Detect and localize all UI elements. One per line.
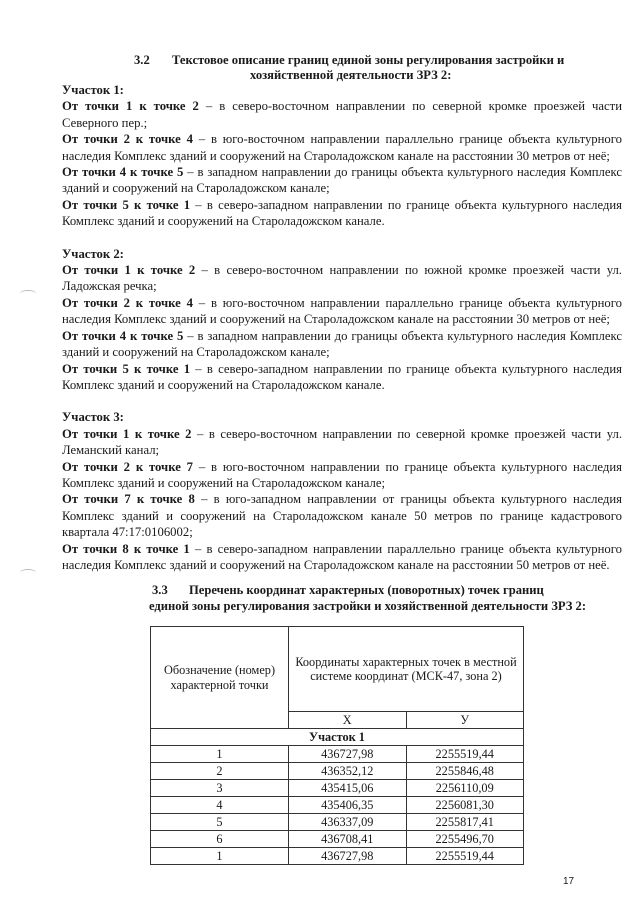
table-row <box>151 780 524 797</box>
x-coordinate: 436708,41 <box>289 831 407 848</box>
boundary-segment <box>62 426 622 459</box>
segment-points: От точки 2 к точке 4 <box>62 295 193 310</box>
point-number: 4 <box>151 797 289 814</box>
segment-points: От точки 7 к точке 8 <box>62 492 195 507</box>
table-row <box>151 797 524 814</box>
paragraph-gap <box>62 230 622 246</box>
section-title-line1: Перечень координат характерных (поворотных) точек границ <box>189 583 544 597</box>
page-number: 17 <box>563 876 575 887</box>
y-coordinate: 2255846,48 <box>406 763 524 780</box>
paragraph-gap <box>62 393 622 409</box>
boundary-segment <box>62 262 622 295</box>
table-row <box>151 848 524 865</box>
segment-description: – в западном направлении до границы объекта культурного наследия Комплекс зданий и сооружений на Староладожском канале; <box>62 165 622 196</box>
segment-description: – в западном направлении до границы объекта культурного наследия Комплекс зданий и сооружений на Староладожском канале; <box>62 328 622 360</box>
table-row <box>151 814 524 831</box>
point-number: 3 <box>151 780 289 797</box>
segment-points: От точки 2 к точке 7 <box>62 459 194 474</box>
segment-description: – в юго-восточном направлении по границе объекта культурного наследия Комплекс зданий и сооружений на Староладожском канале; <box>62 459 622 490</box>
segment-points: От точки 1 к точке 2 <box>62 426 192 441</box>
section-title-line2: хозяйственной деятельности ЗРЗ 2: <box>250 68 452 82</box>
x-coordinate: 436727,98 <box>289 848 407 865</box>
y-coordinate: 2256110,09 <box>406 780 524 797</box>
segment-description: – в северо-западном направлении параллельно границе объекта культурного наследия Комплекс зданий и сооружений на Староладожском канале на расстоянии 50 метров от неё. <box>62 541 622 572</box>
segment-points: От точки 8 к точке 1 <box>62 541 190 556</box>
segment-points: От точки 4 к точке 5 <box>62 165 184 180</box>
plot-header: Участок 2: <box>62 246 124 261</box>
point-number: 1 <box>151 746 289 763</box>
section-title-line1: Текстовое описание границ единой зоны регулирования застройки и <box>172 53 565 67</box>
x-coordinate: 435415,06 <box>289 780 407 797</box>
boundary-description <box>62 82 622 573</box>
y-coordinate: 2255519,44 <box>406 848 524 865</box>
x-coordinate: 436727,98 <box>289 746 407 763</box>
y-axis-header: У <box>406 712 524 729</box>
plot-header: Участок 1: <box>62 83 124 97</box>
x-coordinate: 436352,12 <box>289 763 407 780</box>
table-row <box>151 831 524 848</box>
coordinates-table <box>150 626 524 865</box>
boundary-segment <box>62 459 622 492</box>
section-number: 3.2 <box>134 53 150 67</box>
segment-description: – в северо-западном направлении по границе объекта культурного наследия Комплекс зданий и сооружений на Староладожском канале. <box>62 197 622 229</box>
x-coordinate: 435406,35 <box>289 797 407 814</box>
segment-description: – в юго-западном направлении от границы объекта культурного наследия Комплекс зданий и сооружений на Староладожском канале 50 метров по границе кадастрового квартала 47:17:0106002; <box>62 492 622 540</box>
plot-label: Участок 1 <box>151 729 524 746</box>
point-label-header: Обозначение (номер) характерной точки <box>151 627 289 729</box>
x-axis-header: X <box>289 712 407 729</box>
boundary-segment <box>62 98 622 131</box>
boundary-segment <box>62 295 622 328</box>
coordinate-rows <box>151 746 524 865</box>
section-number: 3.3 <box>152 583 168 597</box>
segment-points: От точки 5 к точке 1 <box>62 197 191 212</box>
segment-description: – в северо-западном направлении по границе объекта культурного наследия Комплекс зданий и сооружений на Староладожском канале. <box>62 361 622 392</box>
plot-header: Участок 3: <box>62 410 124 425</box>
margin-mark <box>20 290 36 297</box>
boundary-segment <box>62 328 622 361</box>
point-number: 5 <box>151 814 289 831</box>
boundary-segment <box>62 361 622 394</box>
y-coordinate: 2256081,30 <box>406 797 524 814</box>
segment-description: – в юго-восточном направлении параллельно границе объекта культурного наследия Комплекс зданий и сооружений на Староладожском канале на расстоянии 30 метров от неё; <box>62 295 622 327</box>
boundary-segment <box>62 131 622 164</box>
table-row <box>151 746 524 763</box>
boundary-segment <box>62 491 622 540</box>
boundary-segment <box>62 164 622 197</box>
section-title-line2: единой зоны регулирования застройки и хозяйственной деятельности ЗРЗ 2: <box>149 599 587 613</box>
point-number: 1 <box>151 848 289 865</box>
segment-description: – в северо-восточном направлении по южной кромке проезжей части ул. Ладожская речка; <box>62 263 622 294</box>
margin-mark <box>20 569 36 576</box>
coordinates-header: Координаты характерных точек в местной системе координат (МСК-47, зона 2) <box>289 627 524 712</box>
segment-points: От точки 5 к точке 1 <box>62 361 191 376</box>
boundary-segment <box>62 541 622 574</box>
segment-points: От точки 4 к точке 5 <box>62 328 184 343</box>
y-coordinate: 2255817,41 <box>406 814 524 831</box>
point-number: 6 <box>151 831 289 848</box>
boundary-segment <box>62 197 622 230</box>
segment-points: От точки 2 к точке 4 <box>62 132 193 147</box>
y-coordinate: 2255519,44 <box>406 746 524 763</box>
segment-description: – в северо-восточном направлении по северной кромке проезжей части Северного пер.; <box>62 99 622 130</box>
table-row <box>151 763 524 780</box>
y-coordinate: 2255496,70 <box>406 831 524 848</box>
point-number: 2 <box>151 763 289 780</box>
segment-points: От точки 1 к точке 2 <box>62 263 196 278</box>
x-coordinate: 436337,09 <box>289 814 407 831</box>
segment-description: – в юго-восточном направлении параллельно границе объекта культурного наследия Комплекс зданий и сооружений на Староладожском канале на расстоянии 30 метров от неё; <box>62 132 622 163</box>
segment-description: – в северо-восточном направлении по северной кромке проезжей части ул. Леманский канал; <box>62 426 622 458</box>
segment-points: От точки 1 к точке 2 <box>62 99 199 114</box>
